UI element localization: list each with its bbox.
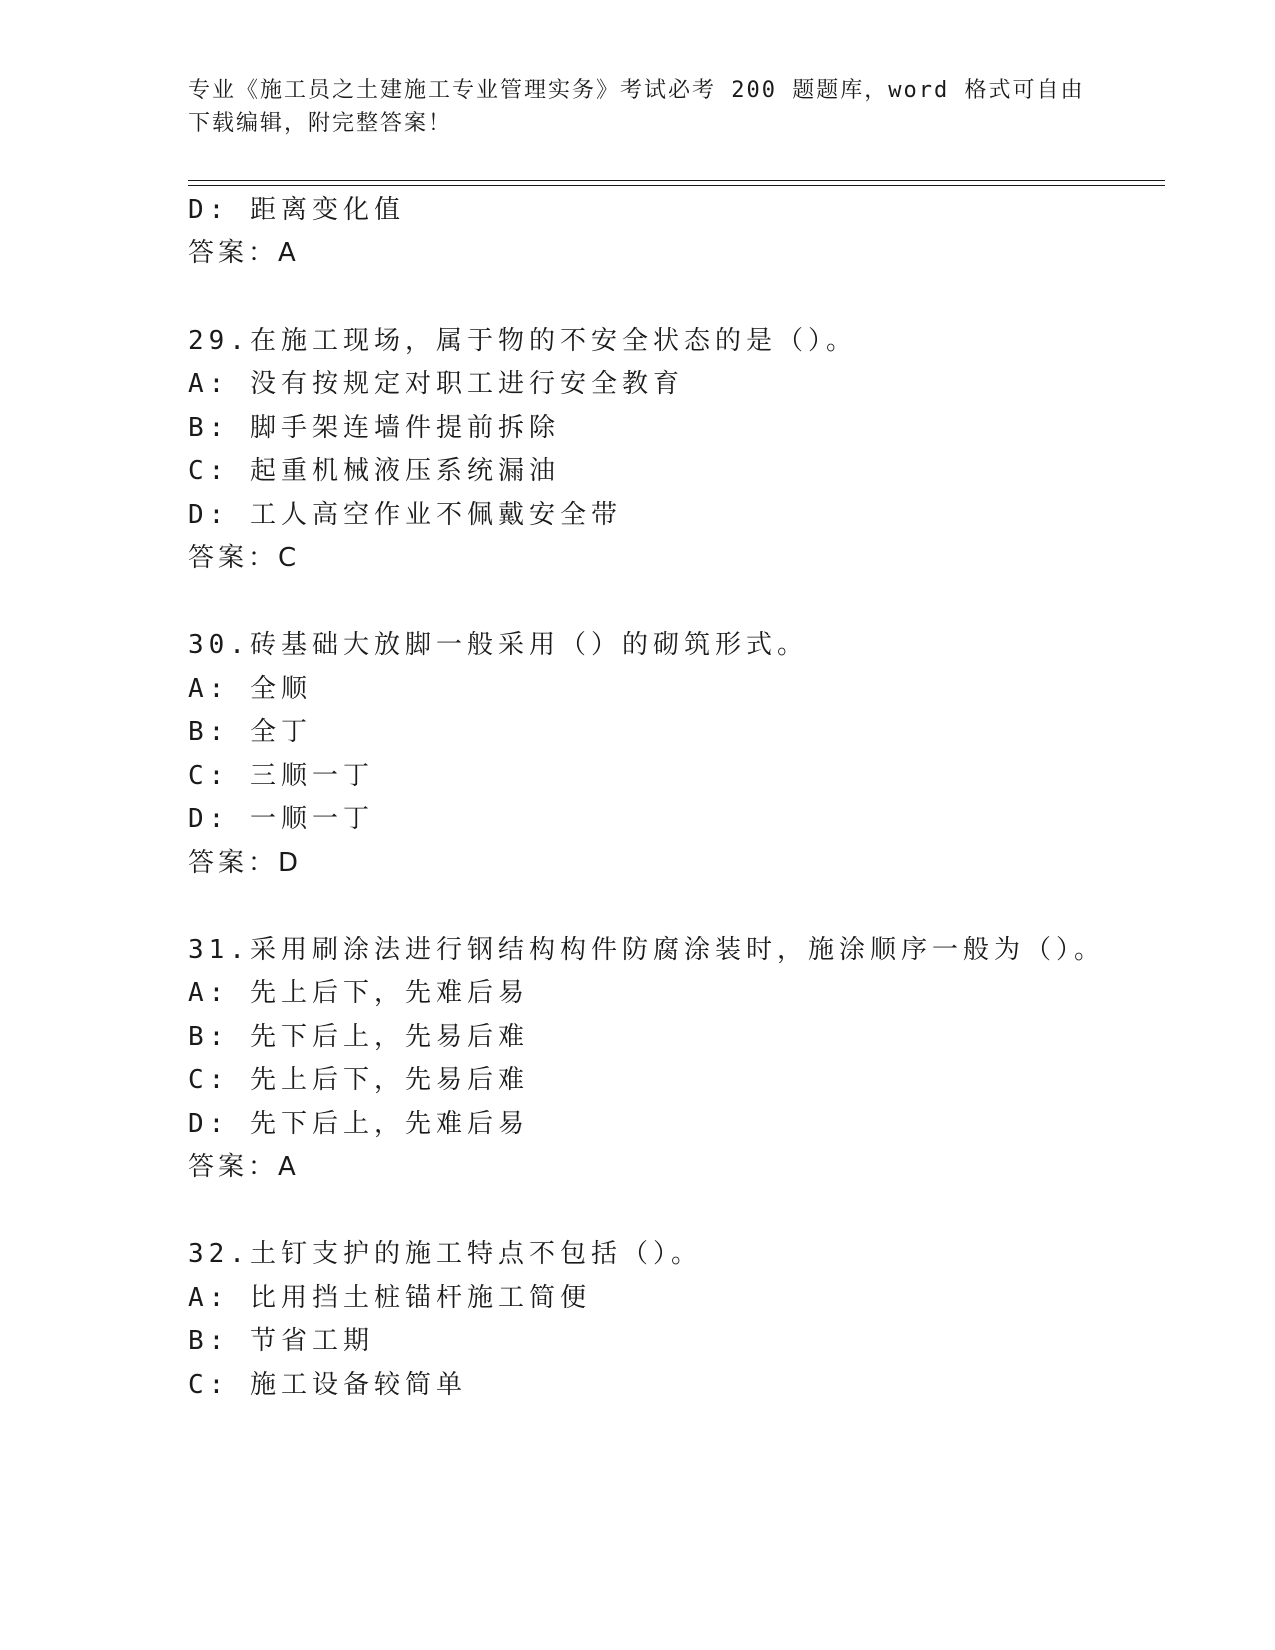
question-32-option-b: B: 节省工期 [188,1326,374,1356]
answer-label: 答案： [188,543,279,573]
question-31-option-b: B: 先下后上，先易后难 [188,1022,529,1052]
question-31-option-a: A: 先上后下，先难后易 [188,978,529,1008]
question-31-option-c: C: 先上后下，先易后难 [188,1065,529,1095]
option-d: D: 距离变化值 [188,195,405,225]
answer-value: A [278,1152,298,1182]
answer-value: D [278,848,301,878]
question-30-answer [188,848,300,878]
question-29-option-d: D: 工人高空作业不佩戴安全带 [188,500,622,530]
answer-line [188,238,298,268]
question-29-answer [188,543,298,573]
header-line-1: 专业《施工员之土建施工专业管理实务》考试必考 200 题题库，word 格式可自由 [188,78,1085,103]
answer-label: 答案： [188,1152,279,1182]
question-29-option-a: A: 没有按规定对职工进行安全教育 [188,369,684,399]
question-32-option-c: C: 施工设备较简单 [188,1370,467,1400]
question-31-stem: 31.采用刷涂法进行钢结构构件防腐涂装时，施涂顺序一般为（）。 [188,935,1105,965]
answer-label: 答案： [188,238,279,268]
document-header [188,74,1088,140]
header-divider-top [188,180,1165,181]
question-31-answer [188,1152,298,1182]
header-line-2: 下载编辑，附完整答案！ [188,111,453,136]
question-30-stem: 30.砖基础大放脚一般采用（）的砌筑形式。 [188,630,808,660]
question-29-option-b: B: 脚手架连墙件提前拆除 [188,413,560,443]
question-30-option-d: D: 一顺一丁 [188,804,374,834]
answer-value: C [278,543,299,573]
question-30-option-c: C: 三顺一丁 [188,761,374,791]
answer-label: 答案： [188,848,279,878]
header-divider-bottom [188,185,1165,186]
question-29-option-c: C: 起重机械液压系统漏油 [188,456,560,486]
question-31-option-d: D: 先下后上，先难后易 [188,1109,529,1139]
question-32-stem: 32.土钉支护的施工特点不包括（）。 [188,1239,702,1269]
answer-value: A [278,238,298,268]
question-32-option-a: A: 比用挡土桩锚杆施工简便 [188,1283,591,1313]
question-30-option-a: A: 全顺 [188,674,312,704]
question-30-option-b: B: 全丁 [188,717,312,747]
question-29-stem: 29.在施工现场，属于物的不安全状态的是（）。 [188,326,857,356]
